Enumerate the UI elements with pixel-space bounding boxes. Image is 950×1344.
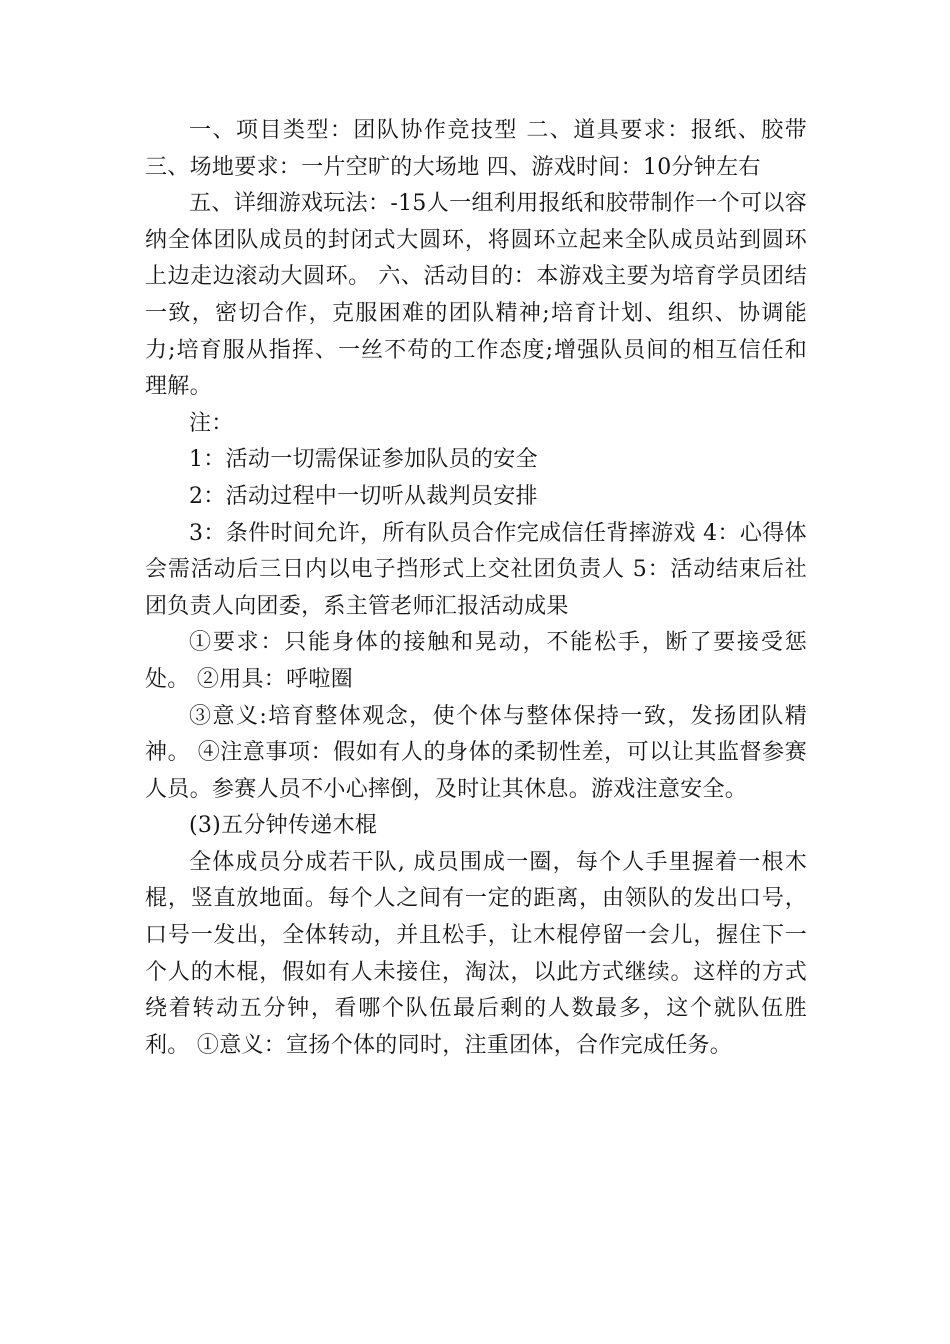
paragraph-stick-passing-rules: 全体成员分成若干队, 成员围成一圈，每个人手里握着一根木棍，竖直放地面。每个人之间有一定的距离，由领队的发出口号，口号一发出，全体转动，并且松手，让木棍停留一会儿，握住下一个人的木棍，假如有人未接住，淘汰，以此方式继续。这样的方式绕着转动五分钟，看哪个队伍最后剩的人数最多，这个就队伍胜利。 ①意义：宣扬个体的同时，注重团体，合作完成任务。 (145, 849, 807, 1058)
paragraph-requirements-tools: ①要求：只能身体的接触和晃动，不能松手，断了要接受惩处。 ②用具：呼啦圈 (145, 630, 807, 692)
paragraph-note-3-5: 3：条件时间允许，所有队员合作完成信任背摔游戏 4：心得体会需活动后三日内以电子挡形式上交社团负责人 5：活动结束后社团负责人向团委，系主管老师汇报活动成果 (145, 520, 807, 619)
document-body (145, 113, 807, 1064)
section-heading-stick-passing: (3)五分钟传递木棍 (189, 813, 378, 839)
paragraph-note-2: 2：活动过程中一切听从裁判员安排 (189, 483, 538, 509)
paragraph-gameplay-purpose: 五、详细游戏玩法：-15人一组利用报纸和胶带制作一个可以容纳全体团队成员的封闭式大圆环，将圆环立起来全队成员站到圆环上边走边滚动大圆环。 六、活动目的：本游戏主要为培育学员团结一致，密切合作，克服困难的团队精神;培育计划、组织、协调能力;培育服从指挥、一丝不苟的工作态度;增强队员间的相互信任和理解。 (145, 191, 807, 400)
paragraph-meaning-precautions: ③意义:培育整体观念，使个体与整体保持一致，发扬团队精神。 ④注意事项：假如有人的身体的柔韧性差，可以让其监督参赛人员。参赛人员不小心摔倒，及时让其休息。游戏注意安全。 (145, 703, 807, 802)
paragraph-note-1: 1：活动一切需保证参加队员的安全 (189, 447, 538, 473)
paragraph-note-heading: 注： (189, 410, 234, 436)
paragraph-project-info: 一、项目类型：团队协作竞技型 二、道具要求：报纸、胶带 三、场地要求：一片空旷的大场地 四、游戏时间：10分钟左右 (145, 118, 807, 180)
